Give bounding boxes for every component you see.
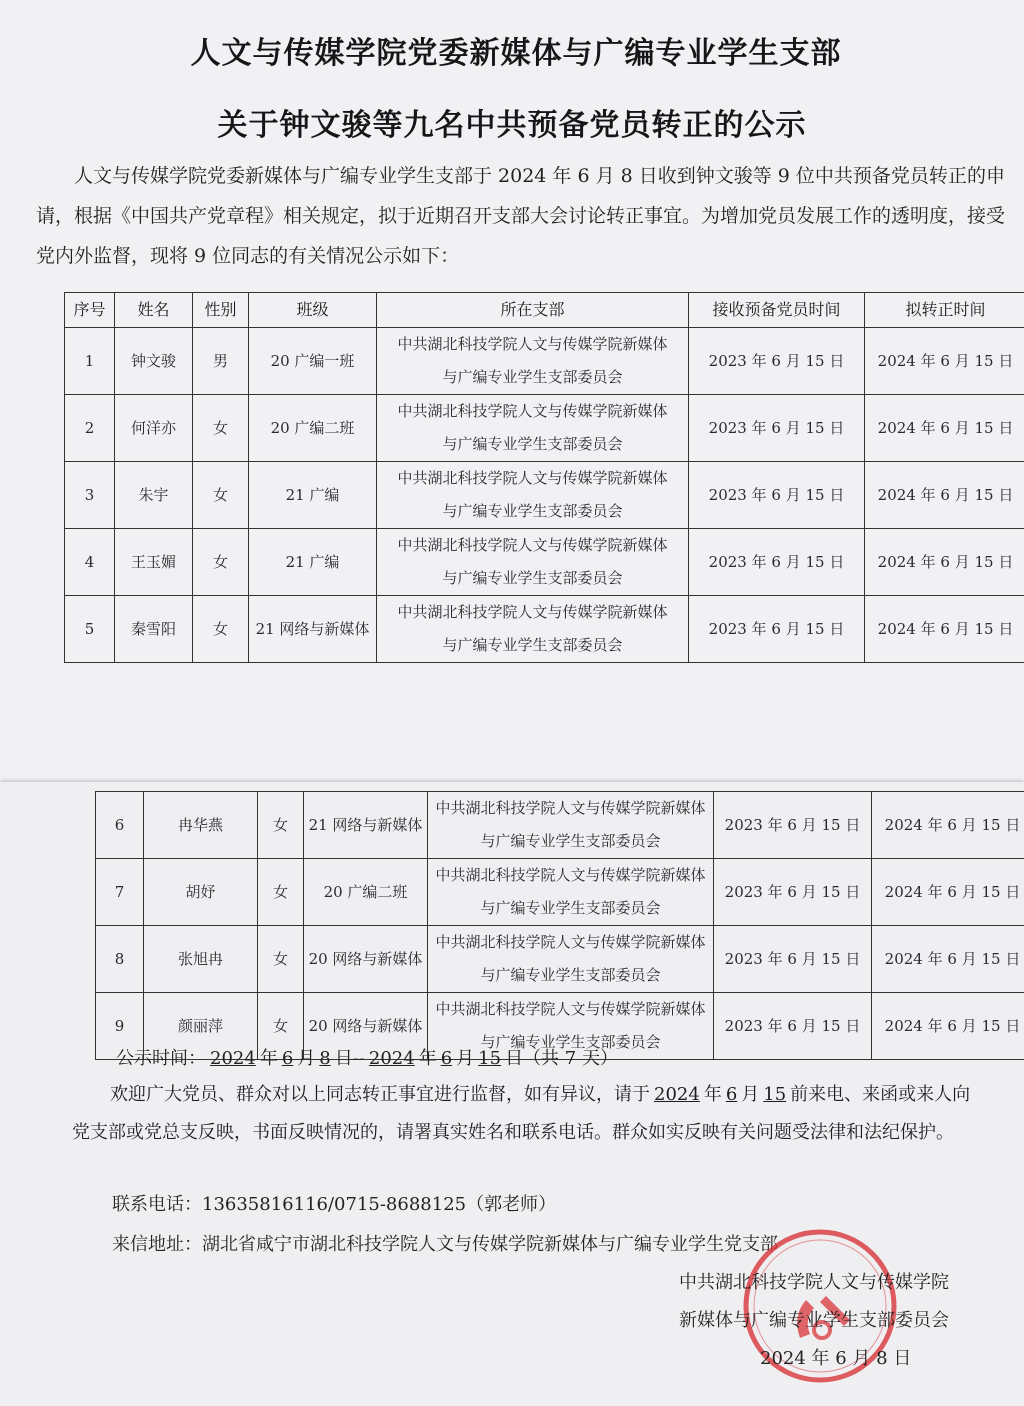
document-title-line2: 关于钟文骏等九名中共预备党员转正的公示 [217, 108, 807, 143]
cell-branch [428, 792, 714, 859]
welcome-text-1: 欢迎广大党员、群众对以上同志转正事宜进行监督，如有异议，请于 [110, 1084, 650, 1105]
cell-planned-date: 2024 年 6 月 15 日 [872, 993, 1024, 1060]
cell-class: 20 广编二班 [249, 395, 377, 462]
cell-no: 3 [65, 462, 115, 529]
cell-received-date: 2023 年 6 月 15 日 [714, 993, 872, 1060]
signature-date: 2024 年 6 月 8 日 [760, 1348, 912, 1369]
branch-line-2: 与广编专业学生支部委员会 [480, 899, 661, 917]
cell-gender: 女 [258, 926, 304, 993]
period-year-unit-2: 年 [418, 1048, 437, 1069]
cell-class: 20 广编一班 [249, 328, 377, 395]
cell-received-date: 2023 年 6 月 15 日 [714, 859, 872, 926]
cell-name: 颜丽萍 [144, 993, 258, 1060]
contact-phone: 联系电话：13635816116/0715-8688125（郭老师） [112, 1194, 557, 1215]
cell-class: 21 广编 [249, 529, 377, 596]
cell-received-date: 2023 年 6 月 15 日 [689, 596, 865, 663]
cell-received-date: 2023 年 6 月 15 日 [689, 462, 865, 529]
cell-class: 20 网络与新媒体 [304, 926, 428, 993]
period-start-month: 6 [281, 1048, 294, 1069]
table-row [96, 859, 1024, 926]
cell-branch [377, 328, 689, 395]
table-row [65, 462, 1024, 529]
cell-gender: 女 [258, 859, 304, 926]
members-table-part2 [95, 791, 1024, 1060]
deadline-month-unit: 月 [741, 1084, 760, 1105]
signature-line1: 中共湖北科技学院人文与传媒学院 [679, 1272, 949, 1293]
cell-planned-date: 2024 年 6 月 15 日 [872, 926, 1024, 993]
cell-no: 7 [96, 859, 144, 926]
branch-line-2: 与广编专业学生支部委员会 [442, 502, 623, 520]
cell-planned-date: 2024 年 6 月 15 日 [865, 529, 1024, 596]
branch-line-2: 与广编专业学生支部委员会 [442, 569, 623, 587]
cell-name: 王玉媚 [115, 529, 193, 596]
branch-line-1: 中共湖北科技学院人文与传媒学院新媒体 [397, 603, 668, 621]
cell-name: 胡妤 [144, 859, 258, 926]
cell-no: 4 [65, 529, 115, 596]
welcome-text-2: 前来电、来函或来人向党支部或党总支反映，书面反映情况的，请署真实姓名和联系电话。群众如实反映有关问题受法律和法纪保护。 [72, 1084, 971, 1143]
cell-no: 9 [96, 993, 144, 1060]
cell-class: 21 网络与新媒体 [304, 792, 428, 859]
branch-line-2: 与广编专业学生支部委员会 [480, 966, 661, 984]
table-row [65, 395, 1024, 462]
cell-planned-date: 2024 年 6 月 15 日 [872, 859, 1024, 926]
cell-gender: 男 [193, 328, 249, 395]
cell-name: 秦雪阳 [115, 596, 193, 663]
cell-planned-date: 2024 年 6 月 15 日 [865, 328, 1024, 395]
branch-line-1: 中共湖北科技学院人文与传媒学院新媒体 [435, 933, 706, 951]
cell-branch [377, 529, 689, 596]
cell-branch [428, 859, 714, 926]
cell-no: 2 [65, 395, 115, 462]
cell-no: 6 [96, 792, 144, 859]
cell-received-date: 2023 年 6 月 15 日 [714, 926, 872, 993]
cell-name: 张旭冉 [144, 926, 258, 993]
branch-line-1: 中共湖北科技学院人文与传媒学院新媒体 [435, 799, 706, 817]
cell-gender: 女 [258, 792, 304, 859]
period-total-days: 日（共 7 天） [505, 1048, 618, 1069]
signature-line2: 新媒体与广编专业学生支部委员会 [679, 1310, 949, 1331]
cell-no: 1 [65, 328, 115, 395]
cell-gender: 女 [193, 596, 249, 663]
branch-line-1: 中共湖北科技学院人文与传媒学院新媒体 [397, 536, 668, 554]
cell-received-date: 2023 年 6 月 15 日 [689, 395, 865, 462]
header-gender: 性别 [193, 293, 249, 328]
deadline-day: 15 [763, 1084, 787, 1105]
cell-name: 钟文骏 [115, 328, 193, 395]
table-row [65, 596, 1024, 663]
cell-received-date: 2023 年 6 月 15 日 [689, 328, 865, 395]
branch-line-1: 中共湖北科技学院人文与传媒学院新媒体 [397, 469, 668, 487]
cell-name: 何洋亦 [115, 395, 193, 462]
branch-line-2: 与广编专业学生支部委员会 [442, 636, 623, 654]
table-row [96, 792, 1024, 859]
cell-planned-date: 2024 年 6 月 15 日 [865, 395, 1024, 462]
cell-planned-date: 2024 年 6 月 15 日 [865, 596, 1024, 663]
cell-gender: 女 [193, 462, 249, 529]
cell-class: 21 广编 [249, 462, 377, 529]
branch-line-1: 中共湖北科技学院人文与传媒学院新媒体 [435, 1000, 706, 1018]
header-name: 姓名 [115, 293, 193, 328]
publicity-period [116, 1044, 618, 1074]
cell-branch [377, 395, 689, 462]
cell-class: 21 网络与新媒体 [249, 596, 377, 663]
header-planned-date: 拟转正时间 [865, 293, 1024, 328]
period-month-unit: 月 [297, 1048, 316, 1069]
cell-received-date: 2023 年 6 月 15 日 [714, 792, 872, 859]
cell-no: 8 [96, 926, 144, 993]
branch-line-2: 与广编专业学生支部委员会 [480, 832, 661, 850]
cell-branch [377, 462, 689, 529]
period-day-unit: 日-- [334, 1048, 365, 1069]
table-row [96, 926, 1024, 993]
cell-received-date: 2023 年 6 月 15 日 [689, 529, 865, 596]
cell-gender: 女 [193, 395, 249, 462]
cell-name: 冉华燕 [144, 792, 258, 859]
table-row [65, 328, 1024, 395]
cell-class: 20 广编二班 [304, 859, 428, 926]
header-class: 班级 [249, 293, 377, 328]
branch-line-1: 中共湖北科技学院人文与传媒学院新媒体 [397, 402, 668, 420]
period-month-unit-2: 月 [456, 1048, 475, 1069]
period-start-day: 8 [319, 1048, 331, 1069]
cell-gender: 女 [258, 993, 304, 1060]
branch-line-1: 中共湖北科技学院人文与传媒学院新媒体 [435, 866, 706, 884]
branch-line-2: 与广编专业学生支部委员会 [480, 1033, 661, 1051]
cell-gender: 女 [193, 529, 249, 596]
deadline-year-unit: 年 [703, 1084, 722, 1105]
period-end-year: 2024 [368, 1048, 415, 1069]
branch-line-1: 中共湖北科技学院人文与传媒学院新媒体 [397, 335, 668, 353]
document-title-line1: 人文与传媒学院党委新媒体与广编专业学生支部 [190, 36, 842, 71]
deadline-month: 6 [725, 1084, 738, 1105]
cell-class: 20 网络与新媒体 [304, 993, 428, 1060]
period-year-unit: 年 [259, 1048, 278, 1069]
cell-planned-date: 2024 年 6 月 15 日 [865, 462, 1024, 529]
cell-planned-date: 2024 年 6 月 15 日 [872, 792, 1024, 859]
period-label: 公示时间： [116, 1048, 206, 1069]
period-start-year: 2024 [210, 1048, 256, 1069]
header-received-date: 接收预备党员时间 [689, 293, 865, 328]
cell-name: 朱宇 [115, 462, 193, 529]
table-header-row [65, 293, 1024, 328]
deadline-year: 2024 [654, 1084, 700, 1105]
header-no: 序号 [65, 293, 115, 328]
header-branch: 所在支部 [377, 293, 689, 328]
cell-branch [377, 596, 689, 663]
intro-paragraph: 人文与传媒学院党委新媒体与广编专业学生支部于 2024 年 6 月 8 日收到钟文骏等 9 位中共预备党员转正的申请，根据《中国共产党章程》相关规定，拟于近期召开支部大会讨论转正事宜。为增加党员发展工作的透明度，接受党内外监督，现将 9 位同志的有关情况公示如下： [36, 165, 1006, 267]
branch-line-2: 与广编专业学生支部委员会 [442, 368, 623, 386]
branch-line-2: 与广编专业学生支部委员会 [442, 435, 623, 453]
cell-no: 5 [65, 596, 115, 663]
period-end-day: 15 [478, 1048, 502, 1069]
welcome-paragraph [72, 1076, 972, 1152]
members-table-part1 [64, 292, 1024, 663]
period-end-month: 6 [440, 1048, 453, 1069]
table-row [65, 529, 1024, 596]
cell-branch [428, 926, 714, 993]
mailing-address: 来信地址：湖北省咸宁市湖北科技学院人文与传媒学院新媒体与广编专业学生党支部 [112, 1234, 778, 1255]
